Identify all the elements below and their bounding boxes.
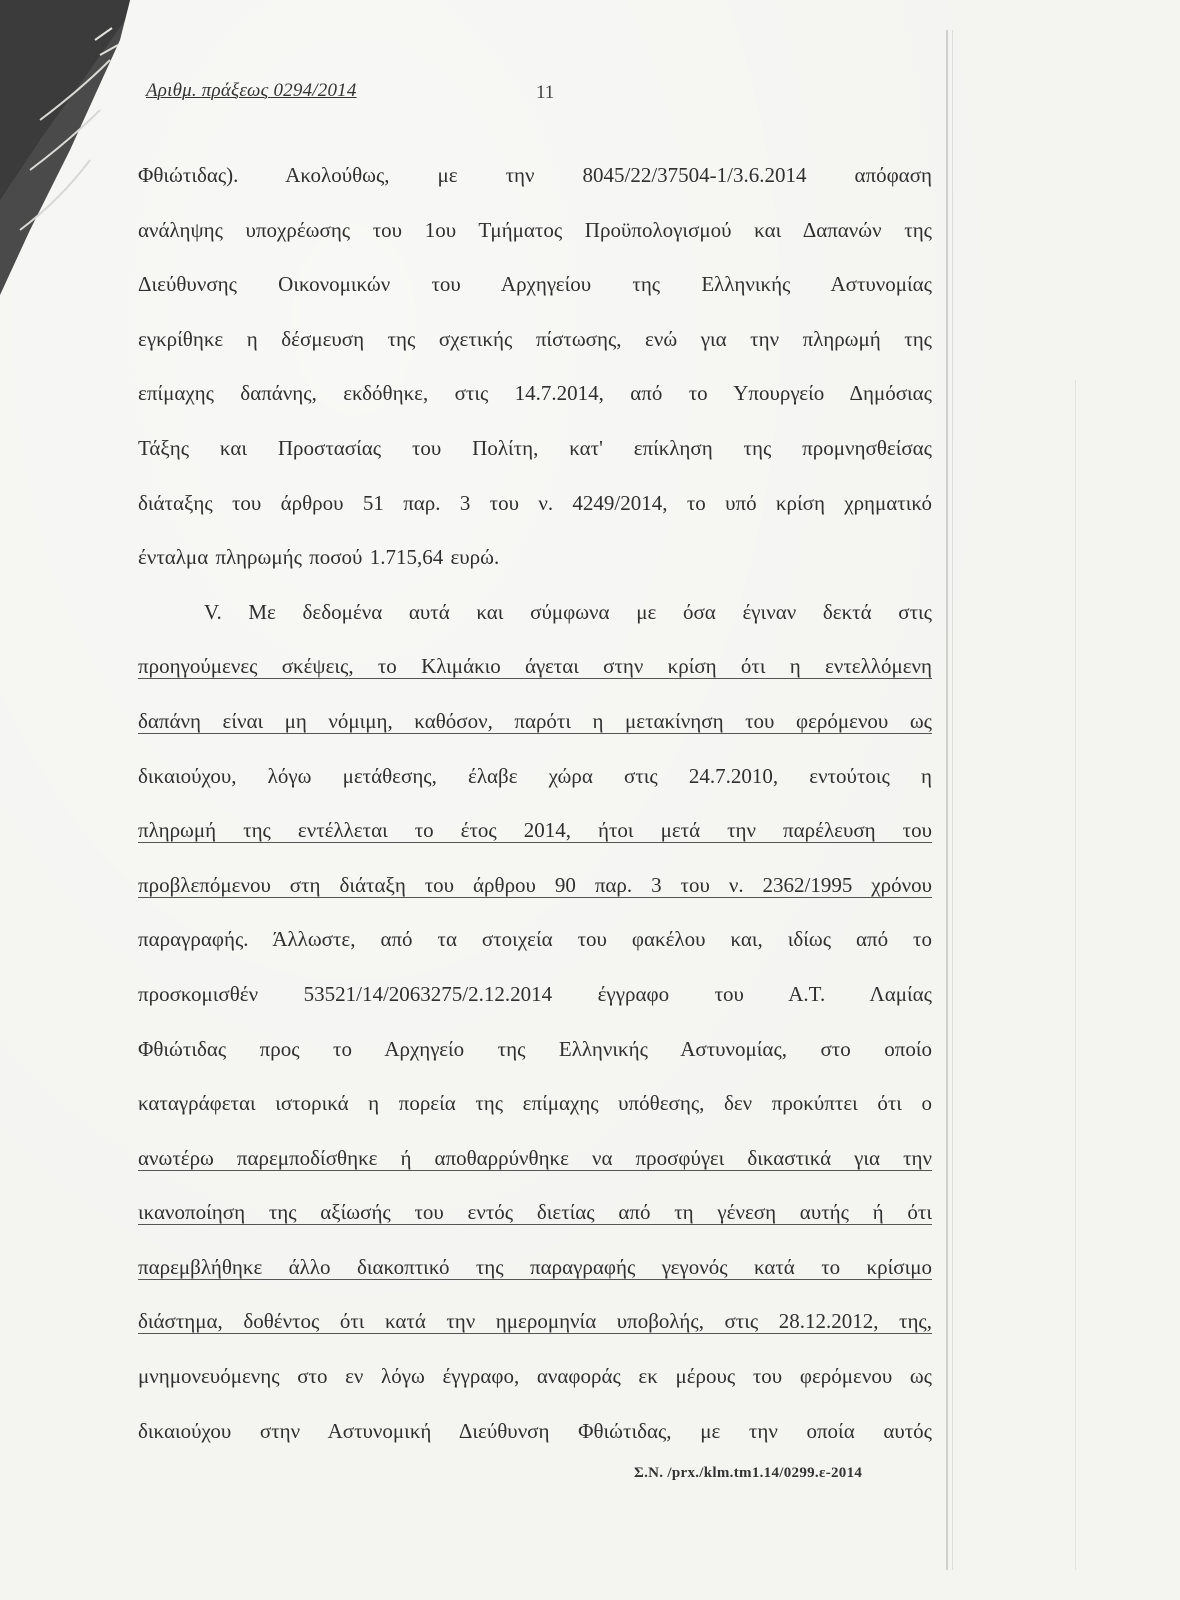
binding-line — [946, 30, 948, 1570]
document-body — [138, 160, 932, 1470]
text-line: παρεμβλήθηκε άλλο διακοπτικό της παραγραφής γεγονός κατά το κρίσιμο — [138, 1254, 932, 1279]
text-line: εγκρίθηκε η δέσμευση της σχετικής πίστωσης, ενώ για την πληρωμή της — [138, 326, 932, 351]
text-line: Φθιώτιδας). Ακολούθως, με την 8045/22/37504-1/3.6.2014 απόφαση — [138, 163, 932, 187]
document-footer-code: Σ.Ν. /prx./klm.tm1.14/0299.ε-2014 — [634, 1465, 863, 1481]
text-line: δαπάνη είναι μη νόμιμη, καθόσον, παρότι η μετακίνηση του φερόμενου ως — [138, 708, 932, 733]
scanned-corner-fold — [0, 0, 140, 300]
page-number: 11 — [536, 82, 555, 103]
text-line: επίμαχης δαπάνης, εκδόθηκε, στις 14.7.2014, από το Υπουργείο Δημόσιας — [138, 381, 932, 406]
text-line: ανωτέρω παρεμποδίσθηκε ή αποθαρρύνθηκε να προσφύγει δικαστικά για την — [138, 1145, 932, 1170]
binding-line — [1075, 380, 1076, 1570]
text-line: πληρωμή της εντέλλεται το έτος 2014, ήτοι μετά την παρέλευση του — [138, 818, 932, 843]
text-line: Διεύθυνσης Οικονομικών του Αρχηγείου της Ελληνικής Αστυνομίας — [138, 272, 932, 297]
text-line: Φθιώτιδας προς το Αρχηγείο της Ελληνικής Αστυνομίας, στο οποίο — [138, 1036, 932, 1061]
text-line: προηγούμενες σκέψεις, το Κλιμάκιο άγεται στην κρίση ότι η εντελλόμενη — [138, 654, 932, 679]
text-line: V. Με δεδομένα αυτά και σύμφωνα με όσα έγιναν δεκτά στις — [204, 599, 932, 624]
text-line: διάταξης του άρθρου 51 παρ. 3 του ν. 4249/2014, το υπό κρίση χρηματικό — [138, 490, 932, 515]
act-reference: Αριθμ. πράξεως 0294/2014 — [146, 80, 357, 101]
text-line: καταγράφεται ιστορικά η πορεία της επίμαχης υπόθεσης, δεν προκύπτει ότι ο — [138, 1091, 932, 1116]
text-line: δικαιούχου στην Αστυνομική Διεύθυνση Φθιώτιδας, με την οποία αυτός — [138, 1418, 932, 1443]
text-line: Τάξης και Προστασίας του Πολίτη, κατ' επίκληση της προμνησθείσας — [138, 435, 932, 460]
text-line: προσκομισθέν 53521/14/2063275/2.12.2014 έγγραφο του Α.Τ. Λαμίας — [138, 981, 932, 1006]
text-line: μνημονευόμενης στο εν λόγω έγγραφο, αναφοράς εκ μέρους του φερόμενου ως — [138, 1364, 932, 1389]
text-line: ανάληψης υποχρέωσης του 1ου Τμήματος Προϋπολογισμού και Δαπανών της — [138, 217, 932, 242]
binding-line — [952, 30, 953, 1570]
text-line: προβλεπόμενου στη διάταξη του άρθρου 90 παρ. 3 του ν. 2362/1995 χρόνου — [138, 872, 932, 897]
text-line: διάστημα, δοθέντος ότι κατά την ημερομηνία υποβολής, στις 28.12.2012, της, — [138, 1309, 932, 1334]
text-line: ικανοποίηση της αξίωσής του εντός διετίας από τη γένεση αυτής ή ότι — [138, 1200, 932, 1225]
text-line: δικαιούχου, λόγω μετάθεσης, έλαβε χώρα στις 24.7.2010, εντούτοις η — [138, 763, 932, 788]
text-line: παραγραφής. Άλλωστε, από τα στοιχεία του φακέλου και, ιδίως από το — [138, 927, 932, 952]
document-header — [146, 80, 357, 102]
text-line: ένταλμα πληρωμής ποσού 1.715,64 ευρώ. — [138, 545, 500, 570]
